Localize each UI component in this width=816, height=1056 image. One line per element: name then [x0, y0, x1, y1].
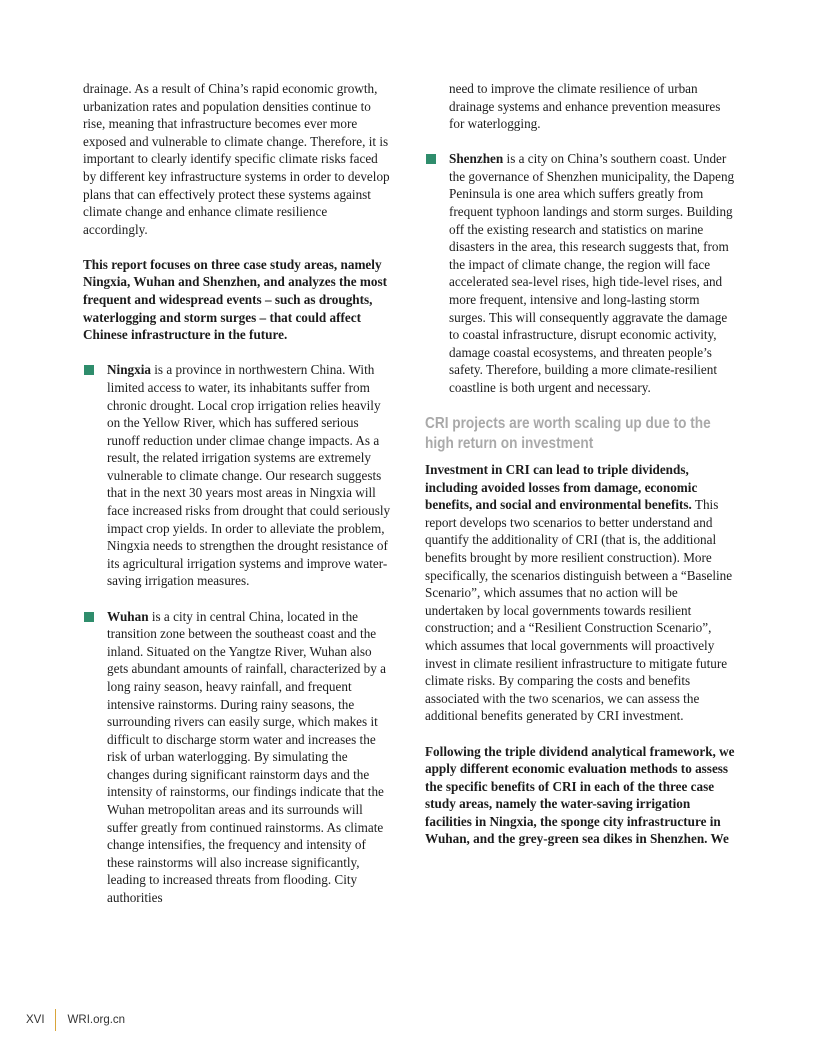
section-heading: CRI projects are worth scaling up due to the high return on investment [425, 415, 711, 452]
page-footer [26, 1010, 125, 1030]
square-bullet-icon [426, 154, 436, 164]
term-wuhan: Wuhan [107, 608, 149, 624]
term-shenzhen: Shenzhen [449, 151, 504, 167]
list-item-ningxia [83, 361, 393, 590]
square-bullet-icon [84, 365, 94, 375]
right-column [425, 80, 735, 866]
ningxia-description: is a province in northwestern China. With limited access to water, its inhabitants suffer from chronic drought. Local crop irrigation relies heavily on the Yellow River, which has suffered serious runoff reduction under climae change impacts. As a result, the related irrigation systems are extremely vulnerable to climate change. Our research suggests that in the next 30 years most areas in Ningxia will face increased risks from drought that could seriously impact crop yields. In order to alleviate the problem, Ningxia needs to strengthen the drought resistance of its agricultural irrigation systems and improve water-saving irrigation measures. [107, 362, 391, 589]
footer-divider [55, 1009, 56, 1031]
triple-dividends-lead: Investment in CRI can lead to triple dividends, including avoided losses from damage, economic benefits, and social and environmental benefits. [425, 462, 698, 513]
wuhan-description: is a city in central China, located in the transition zone between the southeast coast and the inland. Situated on the Yangtze River, Wuhan also gets abundant amounts of rainfall, characterized by a long rainy season, heavy rainfall, and frequent intensive rainstorms. During rainy seasons, the surrounding rivers can easily surge, which makes it difficult to discharge storm water and increases the risk of urban waterlogging. By simulating the changes during significant rainstorm days and the intensity of rainstorms, our findings indicate that the Wuhan metropolitan areas and its surrounds will suffer greatly from continued rainstorms. As climate change intensifies, the frequency and intensity of these rainstorms will also increase significantly, leading to increased threats from flooding. City authorities [107, 608, 387, 906]
paragraph-triple-dividends [425, 461, 735, 725]
page-number: XVI [26, 1014, 45, 1026]
list-item-wuhan [83, 608, 393, 907]
term-ningxia: Ningxia [107, 362, 151, 378]
paragraph-framework: Following the triple dividend analytical framework, we apply different economic evaluation methods to assess the specific benefits of CRI in each of the three case study areas, namely the water-saving irrigation facilities in Ningxia, the sponge city infrastructure in Wuhan, and the grey-green sea dikes in Shenzhen. We [425, 743, 735, 847]
wuhan-description-continued: need to improve the climate resilience of urban drainage systems and enhance prevention measures for waterlogging. [449, 81, 721, 132]
site-url[interactable]: WRI.org.cn [67, 1014, 126, 1026]
paragraph-drainage: drainage. As a result of China’s rapid economic growth, urbanization rates and population densities continue to rise, meaning that infrastructure becomes ever more exposed and vulnerable to climate change. Therefore, it is important to clearly identify specific climate risks faced by different key infrastructure systems in order to develop plans that can effectively protect these systems against climate change and enhance climate resilience accordingly. [83, 81, 390, 237]
paragraph-report-focus: This report focuses on three case study areas, namely Ningxia, Wuhan and Shenzhen, and analyzes the most frequent and widespread events – such as droughts, waterlogging and storm surges – that could affect Chinese infrastructure in the future. [83, 256, 388, 343]
square-bullet-icon [84, 612, 94, 622]
triple-dividends-text: This report develops two scenarios to better understand and quantify the additionality of CRI (that is, the additional benefits brought by more resilient construction). More specifically, the scenarios distinguish between a “Baseline Scenario”, which assumes that no action will be undertaken by local governments towards resilient construction; and a “Resilient Construction Scenario”, which assumes that local governments will proactively invest in climate resilient infrastructure to mitigate future climate risks. By comparing the costs and benefits associated with the two scenarios, we can assess the additional benefits generated by CRI investment. [425, 497, 733, 724]
left-column [83, 80, 393, 924]
list-item-shenzhen [425, 150, 735, 396]
shenzhen-description: is a city on China’s southern coast. Under the governance of Shenzhen municipality, the Dapeng Peninsula is one area which suffers greatly from frequent typhoon landings and storm surges. Building off the existing research and statistics on marine disasters in the area, this research suggests that, from the impact of climate change, the region will face accelerated sea-level rises, high tide-level rises, and more frequent, intensive and long-lasting storm surges. This will consequently aggravate the damage to coastal infrastructure, disrupt economic activity, damage coastal ecosystems, and threaten people’s safety. Therefore, building a more climate-resilient coastline is both urgent and necessary. [449, 151, 735, 395]
